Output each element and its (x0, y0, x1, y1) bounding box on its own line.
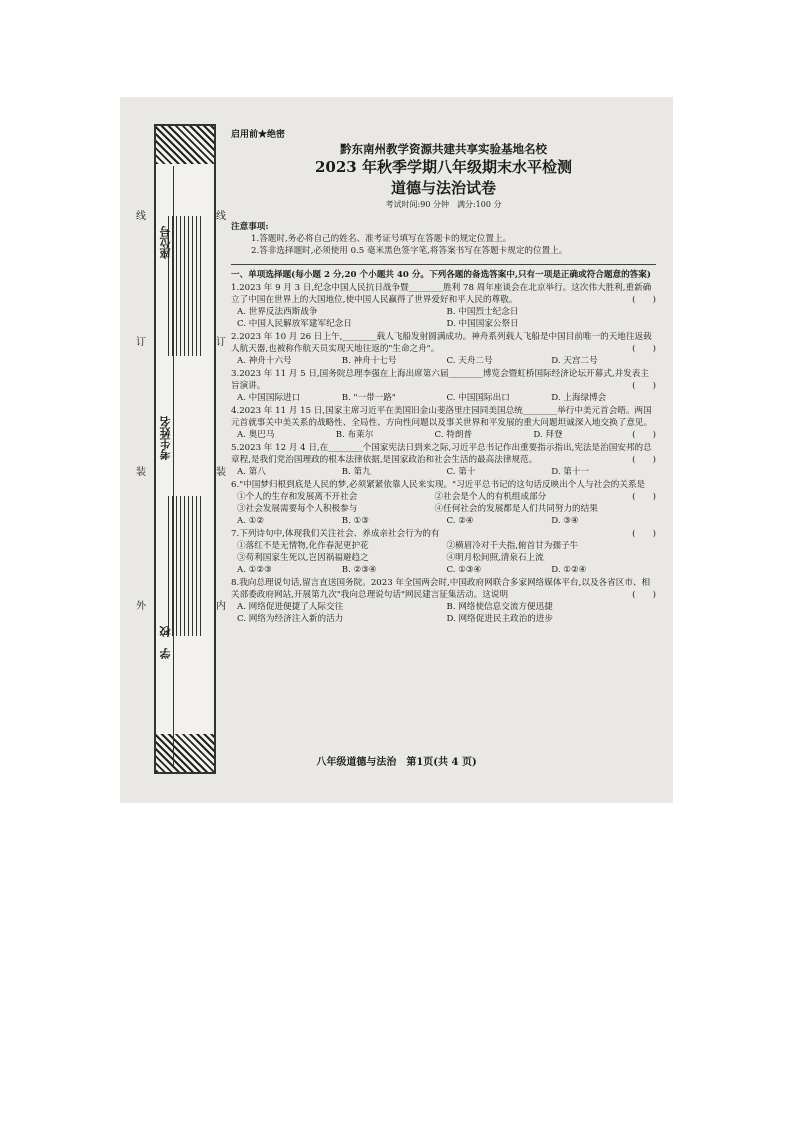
option-list (231, 466, 656, 478)
question-stem-text: 2.2023 年 10 月 26 日上午,________载人飞船发射圆满成功。神舟系列载人飞船是中国目前唯一的天地往返载人航天器,也被称作航天员实现天地往返的"生命之舟"。 (231, 332, 652, 354)
note-item: 1.答题时,务必将自己的姓名、准考证号填写在答题卡的规定位置上。 (251, 234, 512, 244)
option-list (231, 355, 656, 367)
question-2 (231, 331, 656, 367)
option-item: D. ③④ (551, 516, 579, 526)
statement-item: ②横眉冷对千夫指,俯首甘为孺子牛 (446, 541, 579, 551)
question-stem-text: 5.2023 年 12 月 4 日,在________个国家宪法日到来之际,习近平总书记作出重要指示指出,宪法是治国安邦的总章程,是我们党治国理政的根本法律依据,是国家政治和社会生活的最高法律规范。 (231, 443, 652, 465)
option-item: C. 特朗普 (434, 430, 473, 440)
line-mark-right: 线 (216, 211, 226, 222)
question-stem-text: 3.2023 年 11 月 5 日,国务院总理李强在上海出席第六届________博览会暨虹桥国际经济论坛开幕式,并发表主旨演讲。 (231, 369, 649, 391)
question-8 (231, 577, 656, 625)
question-stem-text: 7.下列诗句中,体现我们关注社会、养成亲社会行为的有 (231, 529, 440, 539)
option-item: C. ①③④ (446, 565, 482, 575)
question-5 (231, 442, 656, 478)
question-stem (231, 577, 656, 601)
option-item: A. 奥巴马 (237, 430, 275, 440)
option-item: C. 中国国际出口 (446, 393, 510, 403)
secret-mark: 启用前★绝密 (231, 130, 286, 140)
option-item: B. 第九 (341, 467, 371, 477)
statement-item: ③社会发展需要每个人积极参与 (237, 504, 358, 514)
option-item: A. 神舟十六号 (237, 356, 292, 366)
option-item: D. ①②④ (551, 565, 587, 575)
option-item: A. 世界反法西斯战争 (237, 307, 318, 317)
seat-label: 座位号 (159, 226, 172, 259)
statement-item: ①个人的生存和发展离不开社会 (237, 492, 358, 502)
option-item: C. 天舟二号 (446, 356, 493, 366)
option-item: D. 天宫二号 (551, 356, 598, 366)
school-label: 学 校 (159, 626, 172, 659)
option-item: C. ②④ (446, 516, 474, 526)
option-item: A. 网络促进便捷了人际交往 (237, 602, 344, 612)
page-footer: 八年级道德与法治 第1页(共 4 页) (316, 757, 477, 768)
option-item: A. 中国国际进口 (237, 393, 301, 403)
option-item: D. 拜登 (533, 430, 563, 440)
binding-hatch-top (156, 126, 214, 164)
outer-mark: 外 (136, 601, 146, 612)
subject-title: 道德与法治试卷 (390, 179, 496, 197)
answer-paren: ( ) (632, 590, 656, 600)
question-1 (231, 282, 656, 330)
question-stem (231, 331, 656, 355)
option-item: B. 中国烈士纪念日 (446, 307, 519, 317)
option-item: A. ①②③ (237, 565, 272, 575)
org-title: 黔东南州教学资源共建共享实验基地名校 (340, 142, 547, 156)
option-list (231, 429, 632, 441)
line-mark-left: 线 (136, 211, 146, 222)
question-stem-text: 4.2023 年 11 月 15 日,国家主席习近平在美国旧金山斐洛里庄园同美国总统________举行中美元首会晤。两国元首就事关中美关系的战略性、全局性、方向性问题以及事关世界和平发展的重大问题坦诚深入地交换了意见。 (231, 406, 653, 428)
question-stem-text: 8.我向总理说句话,留言直送国务院。2023 年全国两会时,中国政府网联合多家网络媒体平台,以及各省区市、相关部委政府网站,开展第九次"我向总理说句话"网民建言征集活动。这说明 (231, 578, 651, 600)
ding-mark-left: 订 (136, 337, 146, 348)
question-6 (231, 479, 656, 527)
option-item: B. 网络使信息交流方便迅捷 (446, 602, 553, 612)
statement-item: ④任何社会的发展都是人们共同努力的结果 (434, 504, 598, 514)
question-list (231, 282, 656, 625)
option-list (231, 515, 656, 527)
exam-meta: 考试时间:90 分钟 满分:100 分 (385, 200, 502, 209)
question-stem (231, 442, 656, 466)
option-item: D. 网络促进民主政治的进步 (446, 614, 554, 624)
inner-mark: 内 (216, 601, 226, 612)
option-item: C. 中国人民解放军建军纪念日 (237, 319, 352, 329)
question-stem (231, 528, 656, 540)
exam-title: 2023 年秋季学期八年级期末水平检测 (315, 158, 572, 176)
answer-paren: ( ) (632, 529, 656, 539)
question-stem (231, 368, 656, 392)
option-item: A. 第八 (237, 467, 266, 477)
answer-paren: ( ) (632, 430, 656, 440)
exam-content (231, 129, 656, 625)
statement-item: ③苟利国家生死以,岂因祸福避趋之 (237, 553, 369, 563)
option-list (231, 564, 656, 576)
answer-paren: ( ) (632, 492, 656, 502)
option-item: A. ①② (237, 516, 265, 526)
statement-item: ④明月松间照,清泉石上流 (446, 553, 544, 563)
statement-list (231, 491, 632, 515)
answer-paren: ( ) (632, 344, 656, 354)
option-item: B. "一带一路" (341, 393, 396, 403)
section-title: 一、单项选择题(每小题 2 分,20 个小题共 40 分。下列各题的备选答案中,只有一项是正确或符合题意的答案) (231, 270, 651, 280)
zhuang-mark-left: 装 (136, 467, 146, 478)
option-list (231, 601, 656, 625)
question-stem-text: 6."中国梦归根到底是人民的梦,必须紧紧依靠人民来实现。"习近平总书记的这句话反映出个人与社会的关系是 (231, 480, 646, 490)
divider (231, 264, 656, 265)
option-item: B. ①③ (341, 516, 369, 526)
option-item: C. 第十 (446, 467, 476, 477)
option-item: D. 中国国家公祭日 (446, 319, 519, 329)
question-stem-text: 1.2023 年 9 月 3 日,纪念中国人民抗日战争暨________胜利 78 周年座谈会在北京举行。这次伟大胜利,重新确立了中国在世界上的大国地位,使中国人民赢得了世界爱好和平人民的尊敬。 (231, 283, 652, 305)
question-stem (231, 282, 656, 306)
option-item: D. 第十一 (551, 467, 590, 477)
notes-title: 注意事项: (231, 222, 269, 232)
ding-mark-right: 订 (216, 337, 226, 348)
option-list (231, 392, 656, 404)
name-label: 考生姓名 (159, 416, 172, 460)
statement-list (231, 540, 656, 564)
option-item: D. 上海绿博会 (551, 393, 607, 403)
option-item: B. ②③④ (341, 565, 377, 575)
answer-paren: ( ) (632, 295, 656, 305)
binding-strip (154, 124, 216, 774)
zhuang-mark-right: 装 (216, 467, 226, 478)
question-7 (231, 528, 656, 576)
note-item: 2.答非选择题时,必须使用 0.5 毫米黑色签字笔,将答案书写在答题卡规定的位置上。 (251, 246, 568, 256)
question-4 (231, 405, 656, 441)
option-item: B. 布莱尔 (335, 430, 374, 440)
question-3 (231, 368, 656, 404)
option-item: B. 神舟十七号 (341, 356, 397, 366)
statement-item: ②社会是个人的有机组成部分 (434, 492, 547, 502)
exam-photo (120, 97, 673, 803)
answer-paren: ( ) (632, 381, 656, 391)
statement-item: ①落红不是无情物,化作春泥更护花 (237, 541, 369, 551)
answer-paren: ( ) (632, 455, 656, 465)
option-item: C. 网络为经济注入新的活力 (237, 614, 344, 624)
option-list (231, 306, 656, 330)
